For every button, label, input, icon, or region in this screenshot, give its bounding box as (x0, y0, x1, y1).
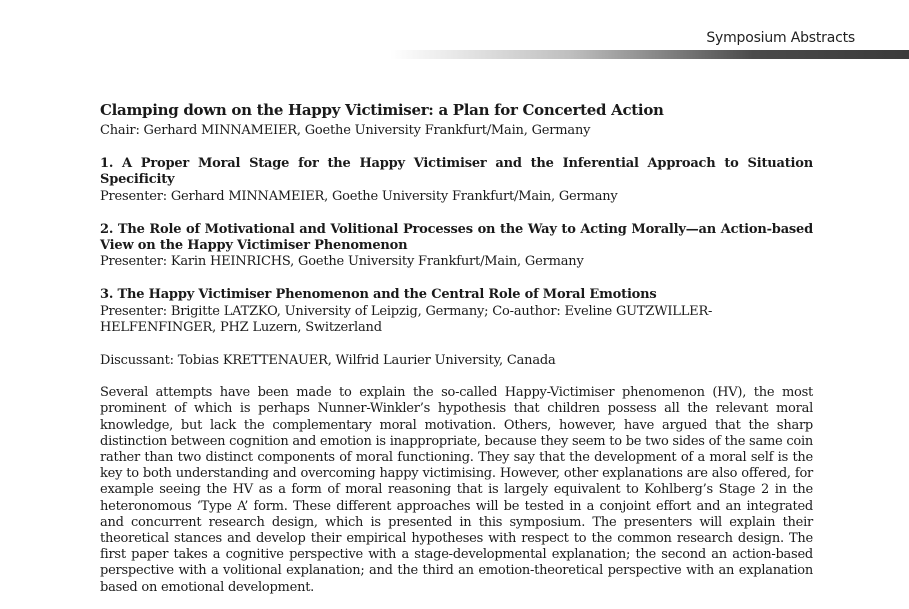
header-gradient-band (390, 50, 909, 59)
symposium-chair: Chair: Gerhard MINNAMEIER, Goethe University Frankfurt/Main, Germany (100, 123, 591, 138)
paper-title: 2. The Role of Motivational and Volitional Processes on the Way to Acting Morally—an Action-based View on the Happy Victimiser Phenomenon (100, 221, 813, 254)
paper-presenter: Presenter: Karin HEINRICHS, Goethe University Frankfurt/Main, Germany (100, 254, 584, 270)
abstract-paragraph: Several attempts have been made to explain the so-called Happy-Victimiser phenomenon (HV), the most prominent of which is perhaps Nunner-Winkler’s hypothesis that children possess all the relevant moral knowledge, but lack the complementary moral motivation. Others, however, have argued that the sharp distinction between cognition and emotion is inappropriate, because they seem to be two sides of the same coin rather than two distinct components of moral functioning. They say that the development of a moral self is the key to both understanding and overcoming happy victimising. However, other explanations are also offered, for example seeing the HV as a form of moral reasoning that is largely equivalent to Kohlberg’s Stage 2 in the heteronomous ‘Type A’ form. These different approaches will be tested in a conjoint effort and an integrated and concurrent research design, which is presented in this symposium. The presenters will explain their theoretical stances and develop their empirical hypotheses with respect to the common research design. The first paper takes a cognitive perspective with a stage-developmental explanation; the second an action-based perspective with a volitional explanation; and the third an emotion-theoretical perspective with an explanation based on emotional development. (100, 385, 813, 595)
symposium-title: Clamping down on the Happy Victimiser: a Plan for Concerted Action (100, 101, 664, 119)
discussant: Discussant: Tobias KRETTENAUER, Wilfrid Laurier University, Canada (100, 353, 556, 369)
paper-1 (100, 156, 813, 205)
paper-presenter: Presenter: Gerhard MINNAMEIER, Goethe University Frankfurt/Main, Germany (100, 188, 618, 204)
paper-title: 3. The Happy Victimiser Phenomenon and the Central Role of Moral Emotions (100, 287, 657, 303)
paper-2 (100, 222, 813, 271)
paper-3 (100, 287, 813, 336)
paper-title: 1. A Proper Moral Stage for the Happy Victimiser and the Inferential Approach to Situation Specificity (100, 156, 813, 188)
running-head: Symposium Abstracts (706, 30, 855, 46)
page-content (100, 101, 813, 609)
paper-presenter: Presenter: Brigitte LATZKO, University of Leipzig, Germany; Co-author: Eveline GUTZWILLER-HELFENFINGER, PHZ Luzern, Switzerland (100, 303, 713, 335)
